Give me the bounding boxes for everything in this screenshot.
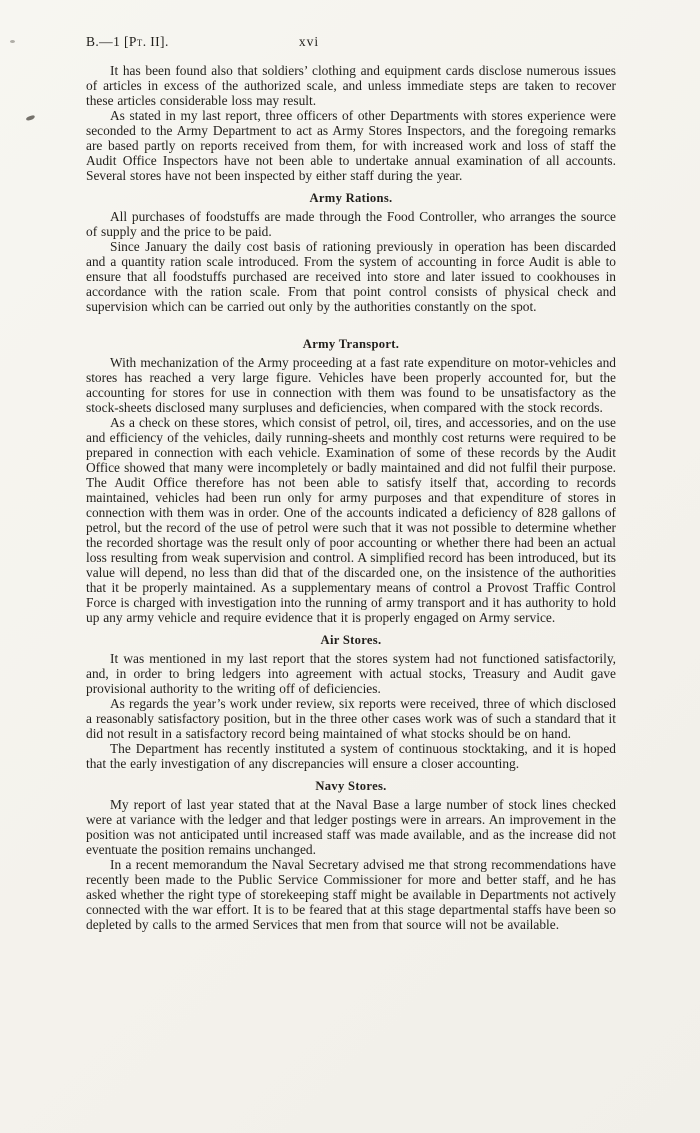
document-reference: B.—1 [Pt. II]. [86, 34, 169, 49]
page-number: xvi [298, 34, 320, 49]
section-heading: Army Rations. [309, 191, 393, 205]
paragraph: Since January the daily cost basis of rationing previously in operation has been discarded and a quantity ration scale introduced. From the system of accounting in force Audit is able to ensure that all foodstuffs purchased are received into store and later issued to cookhouses in accordance with the ration scale. From that point control consists of physical check and supervision which can be carried out only by the authorities constantly on the spot. [86, 239, 616, 314]
paragraph: The Department has recently instituted a system of continuous stocktaking, and it is hoped that the early investigation of any discrepancies will ensure a closer accounting. [86, 741, 616, 771]
paragraph: In a recent memorandum the Naval Secretary advised me that strong recommendations have recently been made to the Public Service Commissioner for more and better staff, and he has asked whether the right type of storekeeping staff might be available in Departments not actively connected with the war effort. It is to be feared that at this stage departmental staffs have been so depleted by calls to the armed Services that men from that source will not be available. [86, 857, 616, 932]
scan-artifact [26, 115, 36, 122]
section-heading: Army Transport. [302, 337, 400, 351]
section-heading: Navy Stores. [315, 779, 387, 793]
paragraph: My report of last year stated that at the Naval Base a large number of stock lines checked were at variance with the ledger and that ledger postings were in arrears. An improvement in the position was not anticipated until increased staff was made available, and as the increase did not eventuate the position remains unchanged. [86, 797, 616, 857]
paragraph: As a check on these stores, which consist of petrol, oil, tires, and accessories, and on the use and efficiency of the vehicles, daily running-sheets and monthly cost returns were required to be prepared in connection with each vehicle. Examination of some of these records by the Audit Office showed that many were incompletely or badly maintained and did not fulfil their purpose. The Audit Office therefore has not been able to satisfy itself that, according to records maintained, vehicles had been run only for army purposes and that expenditure of stores in connection with them was in order. One of the accounts indicated a deficiency of 828 gallons of petrol, but the record of the use of petrol were such that it was not possible to determine whether the recorded shortage was the result only of poor accounting or whether there had been an actual loss resulting from weak supervision and control. A simplified record has been introduced, but its value will depend, no less than did that of the discarded one, on the insistence of the authorities that it be properly maintained. As a supplementary means of control a Provost Traffic Control Force is charged with investigation into the running of army transport and it has authority to hold up any army vehicle and require evidence that it is properly engaged on Army service. [86, 415, 616, 625]
section-navy-stores [86, 780, 616, 932]
section-army-rations [86, 192, 616, 314]
paragraph: As regards the year’s work under review, six reports were received, three of which disclosed a reasonably satisfactory position, but in the three other cases work was of such a standard that it did not result in a satisfactory record being maintained of what stocks should be on hand. [86, 696, 616, 741]
paragraph: As stated in my last report, three officers of other Departments with stores experience were seconded to the Army Department to act as Army Stores Inspectors, and the foregoing remarks are based partly on reports received from them, for with increased work and loss of staff the Audit Office Inspectors have not been able to undertake annual examination of all accounts. Several stores have not been inspected by either staff during the year. [86, 108, 616, 183]
paragraph: It was mentioned in my last report that the stores system had not functioned satisfactorily, and, in order to bring ledgers into agreement with actual stocks, Treasury and Audit gave provisional authority to the writing off of deficiencies. [86, 651, 616, 696]
scan-artifact [10, 40, 15, 43]
section-heading: Air Stores. [320, 633, 382, 647]
page-header [86, 34, 616, 50]
paragraph: With mechanization of the Army proceeding at a fast rate expenditure on motor-vehicles and stores has reached a very large figure. Vehicles have been properly accounted for, but the accounting for stores for use in connection with them was found to be unsatisfactory as the stock-sheets disclosed many surpluses and deficiencies, when compared with the stock records. [86, 355, 616, 415]
section-army-transport [86, 338, 616, 625]
section-air-stores [86, 634, 616, 771]
paragraph: All purchases of foodstuffs are made through the Food Controller, who arranges the source of supply and the price to be paid. [86, 209, 616, 239]
paragraph: It has been found also that soldiers’ clothing and equipment cards disclose numerous issues of articles in excess of the authorized scale, and unless immediate steps are taken to recover these articles considerable loss may result. [86, 63, 616, 108]
